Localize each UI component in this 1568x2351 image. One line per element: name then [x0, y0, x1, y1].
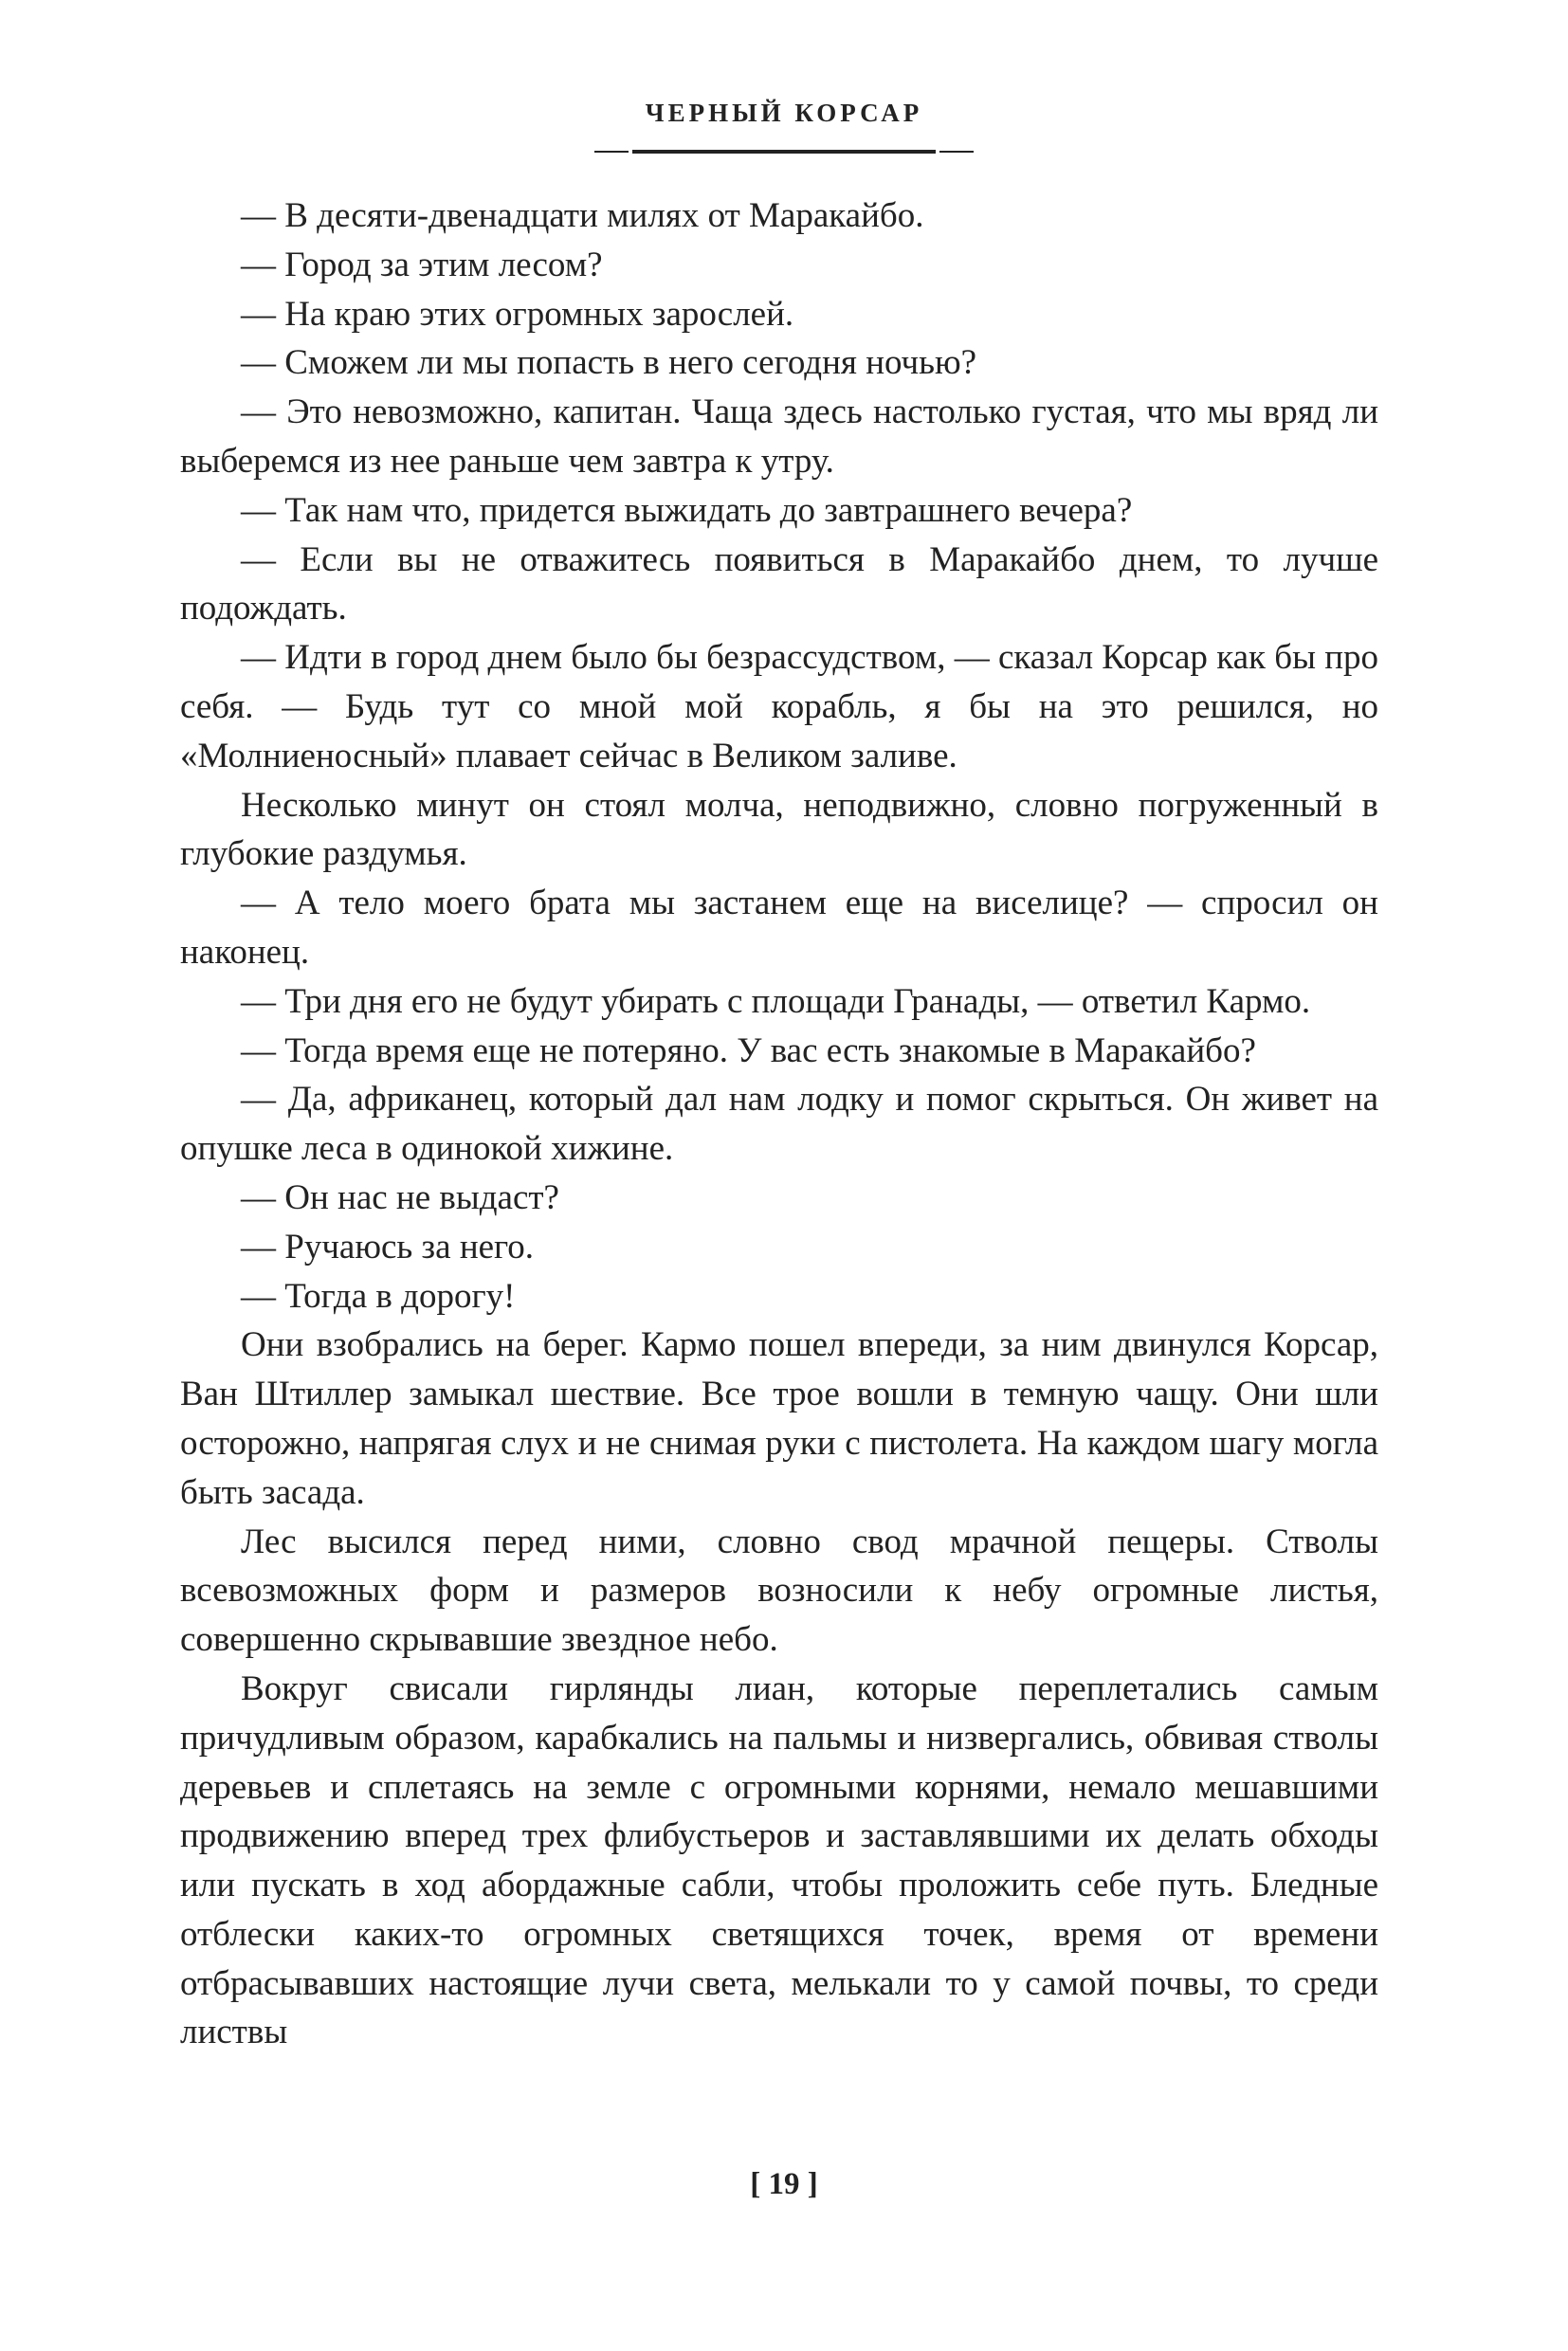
page-number: [ 19 ]: [750, 2167, 818, 2201]
paragraph: — Да, африканец, который дал нам лодку и помог скрыться. Он живет на опушке леса в одинокой хижине.: [180, 1080, 1378, 1169]
paragraph: — А тело моего брата мы застанем еще на виселице? — спросил он наконец.: [180, 884, 1378, 972]
paragraph: Лес высился перед ними, словно свод мрачной пещеры. Стволы всевозможных форм и размеров возносили к небу огромные листья, совершенно скрывавшие звездное небо.: [180, 1522, 1378, 1660]
header-rule: [632, 150, 936, 154]
paragraph: — Три дня его не будут убирать с площади Гранады, — ответил Кармо.: [241, 981, 1311, 1021]
paragraph: — Так нам что, придется выжидать до завтрашнего вечера?: [241, 490, 1133, 530]
paragraph: — Это невозможно, капитан. Чаща здесь настолько густая, что мы вряд ли выберемся из нее раньше чем завтра к утру.: [180, 392, 1378, 481]
paragraph: — На краю этих огромных зарослей.: [241, 294, 794, 334]
paragraph: — Тогда время еще не потеряно. У вас есть знакомые в Маракайбо?: [241, 1030, 1256, 1070]
running-title: ЧЕРНЫЙ КОРСАР: [645, 99, 923, 127]
paragraph: Вокруг свисали гирлянды лиан, которые переплетались самым причудливым образом, карабкались на пальмы и низвергались, обвивая стволы деревьев и сплетаясь на земле с огромными корнями, немало мешавшими продвижению вперед трех флибустьеров и заставлявшими их делать обходы или пускать в ход абордажные сабли, чтобы проложить себе путь. Бледные отблески каких-то огромных светящихся точек, время от времени отбрасывавших настоящие лучи света, мелькали то у самой почвы, то среди листвы: [180, 1668, 1378, 2052]
paragraph: — Город за этим лесом?: [241, 245, 603, 284]
paragraph: — В десяти-двенадцати милях от Маракайбо.: [241, 196, 924, 235]
paragraph: Несколько минут он стоял молча, неподвижно, словно погруженный в глубокие раздумья.: [180, 785, 1378, 874]
paragraph: — Тогда в дорогу!: [241, 1276, 516, 1316]
body-text: [180, 191, 1378, 2057]
paragraph: Они взобрались на берег. Кармо пошел впереди, за ним двинулся Корсар, Ван Штиллер замыкал шествие. Все трое вошли в темную чащу. Они шли осторожно, напрягая слух и не снимая руки с пистолета. На каждом шагу могла быть засада.: [180, 1325, 1378, 1512]
paragraph: — Сможем ли мы попасть в него сегодня ночью?: [241, 343, 977, 383]
paragraph: — Он нас не выдаст?: [241, 1177, 559, 1217]
paragraph: — Идти в город днем было бы безрассудством, — сказал Корсар как бы про себя. — Будь тут со мной мой корабль, я бы на это решился, но «Молниеносный» плавает сейчас в Великом заливе.: [180, 638, 1378, 775]
paragraph: — Ручаюсь за него.: [241, 1227, 535, 1267]
paragraph: — Если вы не отважитесь появиться в Маракайбо днем, то лучше подождать.: [180, 539, 1378, 629]
